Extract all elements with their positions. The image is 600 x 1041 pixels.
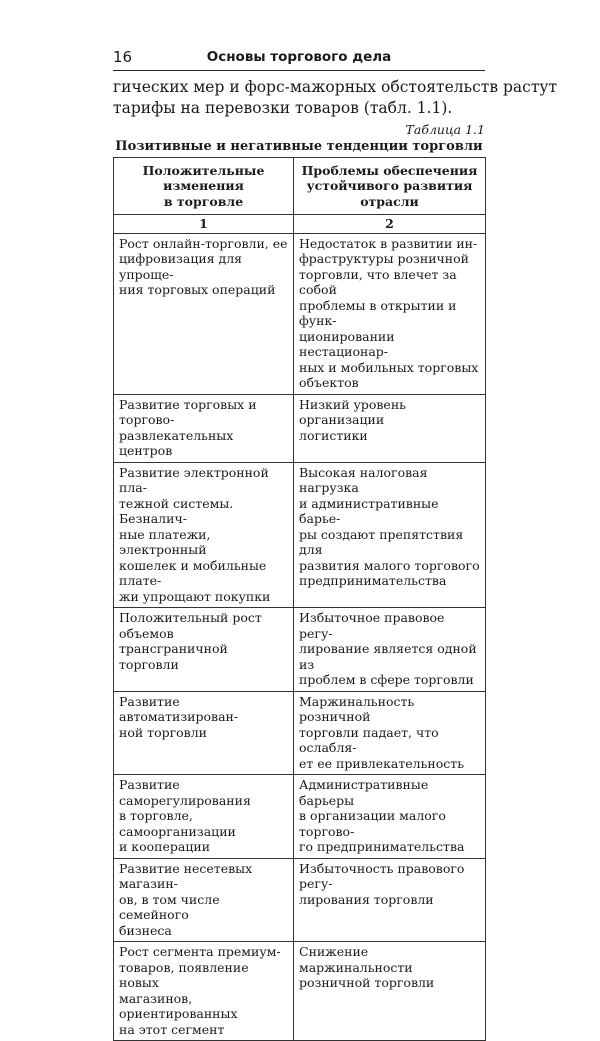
cell-line: Избыточное правовое регу- [299,610,445,641]
column-header-positive: Положительные изменения в торговле [114,158,294,215]
cell-line: Рост онлайн-торговли, ее [119,235,288,251]
cell-line: Недостаток в развитии ин- [299,235,478,251]
cell-line: и кооперации [119,839,211,854]
cell-line: товаров, появление новых [119,959,249,990]
cell-line: на этот сегмент [119,1021,225,1037]
cell-line: развлекательных центров [119,427,234,458]
body-line: гических мер и форс-мажорных обстоятельств растут [113,78,558,96]
positive-change-cell [114,233,294,394]
positive-change-cell [114,691,294,775]
cell-line: в организации малого торгово- [299,808,446,839]
cell-line: ния торговых операций [119,282,276,297]
trends-table [113,157,486,1041]
cell-line: бизнеса [119,922,172,938]
page-number: 16 [113,48,133,66]
problem-cell [294,462,486,608]
body-line: тарифы на перевозки товаров (табл. 1.1). [113,99,453,117]
column-number: 2 [294,215,486,234]
cell-line: Рост сегмента премиум- [119,944,281,959]
positive-change-cell [114,608,294,692]
cell-line: Развитие торговых и торгово- [119,396,257,427]
cell-line: тежной системы. Безналич- [119,495,234,526]
problem-cell [294,608,486,692]
table-row [114,462,486,608]
cell-line: торговли, что влечет за собой [299,266,457,297]
problem-cell [294,691,486,775]
cell-line: ной торговли [119,724,207,740]
cell-line: магазинов, ориентированных [119,990,238,1021]
cell-line: жи упрощают покупки [119,588,271,604]
cell-line: торговли падает, что ослабля- [299,724,439,755]
table-row [114,394,486,462]
cell-line: Избыточность правового регу- [299,860,465,891]
body-paragraph [113,77,558,119]
cell-line: ры создают препятствия для [299,526,464,557]
cell-line: ет ее привлекательность [299,755,464,771]
positive-change-cell [114,775,294,859]
problem-cell [294,942,486,1041]
cell-line: предпринимательства [299,573,447,588]
table-row [114,608,486,692]
cell-line: логистики [299,427,368,443]
cell-line: цифровизация для упроще- [119,251,243,282]
cell-line: Развитие саморегулирования [119,777,251,808]
cell-line: проблемы в открытии и функ- [299,297,457,328]
positive-change-cell [114,462,294,608]
cell-line: и административные барье- [299,495,439,526]
cell-line: ных и мобильных торговых [299,359,479,375]
cell-line: розничной торговли [299,975,435,990]
cell-line: в торговле, самоорганизации [119,808,236,839]
column-number-row [114,215,486,234]
cell-line: го предпринимательства [299,839,465,854]
cell-line: Высокая налоговая нагрузка [299,464,428,495]
running-title: Основы торгового дела [206,49,392,65]
cell-line: Развитие электронной пла- [119,464,269,495]
cell-line: трансграничной торговли [119,641,228,672]
table-row [114,775,486,859]
cell-line: лирование является одной из [299,641,477,672]
problem-cell [294,775,486,859]
cell-line: Развитие несетевых магазин- [119,860,253,891]
table-row [114,691,486,775]
cell-line: кошелек и мобильные плате- [119,557,267,588]
problem-cell [294,858,486,942]
column-header-problems: Проблемы обеспечения устойчивого развития отрасли [294,158,486,215]
page-header [113,46,485,71]
positive-change-cell [114,394,294,462]
positive-change-cell [114,942,294,1041]
table-label: Таблица 1.1 [405,122,485,137]
positive-change-cell [114,858,294,942]
column-number: 1 [114,215,294,234]
cell-line: Низкий уровень организации [299,396,406,427]
cell-line: ционировании нестационар- [299,328,395,359]
cell-line: развития малого торгового [299,557,480,573]
cell-line: проблем в сфере торговли [299,672,474,687]
cell-line: объектов [299,375,359,390]
table-header-row [114,158,486,215]
cell-line: ов, в том числе семейного [119,891,220,922]
table-row [114,942,486,1041]
table-row [114,858,486,942]
cell-line: фраструктуры розничной [299,251,469,266]
cell-line: Снижение маржинальности [299,944,413,975]
table-title: Позитивные и негативные тенденции торговли [115,139,483,154]
table-row [114,233,486,394]
cell-line: Маржинальность розничной [299,693,415,724]
cell-line: Развитие автоматизирован- [119,693,239,724]
cell-line: лирования торговли [299,891,434,907]
table-body [114,233,486,1041]
problem-cell [294,233,486,394]
cell-line: Административные барьеры [299,777,429,808]
cell-line: ные платежи, электронный [119,526,211,557]
cell-line: Положительный рост объемов [119,610,262,641]
problem-cell [294,394,486,462]
